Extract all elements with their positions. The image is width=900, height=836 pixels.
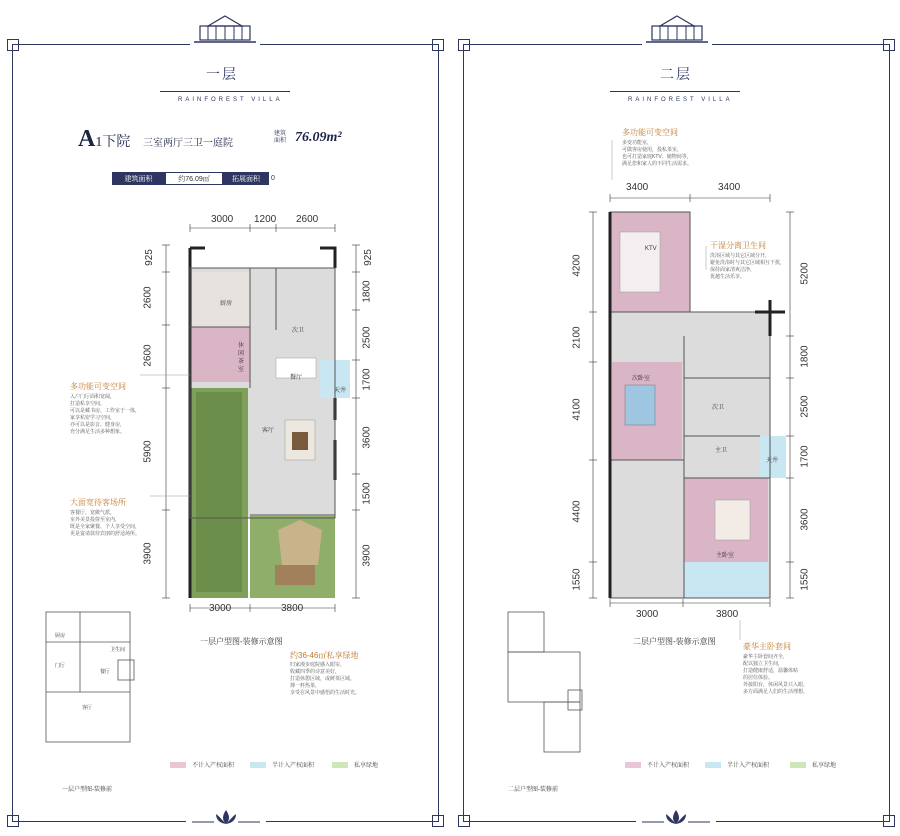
- dim-bottom-1: 3000: [209, 603, 232, 614]
- dim-bottom-2: 3800: [281, 603, 304, 614]
- note-line: 保持面家清爽洁净，: [710, 267, 756, 273]
- small-room-door: 门厅: [55, 663, 66, 669]
- note-line: 打造私享空间，: [70, 401, 106, 407]
- dim-right-4: 1700: [361, 368, 373, 391]
- small-room-dining: 餐厅: [100, 669, 111, 675]
- dim-right-4: 1700: [799, 445, 811, 468]
- note-body-bathroom: [710, 253, 785, 281]
- note-line: 可以是藏书房、工作室于一体，: [70, 408, 141, 414]
- dim-bottom-1: 3000: [636, 609, 659, 620]
- note-line: 豪华主卧套间齐全，: [743, 654, 789, 660]
- dim-left-2: 2100: [571, 326, 583, 349]
- note-line: 室外美景投射至室内，: [70, 517, 121, 523]
- dim-right-5: 3600: [799, 508, 811, 531]
- dim-left-5: 3900: [142, 542, 154, 565]
- small-room-kitchen: 厨房: [55, 633, 66, 639]
- dim-right-6: 1550: [799, 568, 811, 591]
- floor-title: 二层: [660, 68, 692, 83]
- note-line: 家享私密学习空间，: [70, 415, 116, 421]
- note-title-master-suite: 豪华主卧套间: [743, 642, 791, 651]
- note-line: 撑一杯热茶，: [290, 683, 321, 689]
- dim-top-1: 3400: [626, 182, 649, 193]
- note-line: 更是宴请款待宾朋的舒适场所。: [70, 531, 141, 537]
- dim-right-3: 2500: [799, 395, 811, 418]
- small-room-bath: 卫生间: [110, 647, 126, 653]
- legend-label: 不计入产权面积: [192, 763, 235, 769]
- room-kitchen: 厨房: [220, 301, 233, 307]
- dim-top-3: 2600: [296, 214, 319, 225]
- dim-right-7: 3900: [361, 544, 373, 567]
- note-line: 归家漫步庭院感入眼帘，: [290, 662, 346, 668]
- note-line: 享受在风景中感悟的生活时光。: [290, 690, 361, 696]
- brand-subtitle: RAINFOREST VILLA: [628, 97, 733, 103]
- floor-title: 一层: [206, 68, 238, 83]
- room-bath: 次卫: [292, 328, 305, 334]
- room-master-bath: 主卫: [715, 448, 728, 454]
- note-line: 充分满足生活多种想象。: [70, 429, 126, 435]
- legend-half-counted: [705, 760, 769, 769]
- dim-right-5: 3600: [361, 426, 373, 449]
- room-master-bedroom: 主卧室: [716, 553, 735, 559]
- room-living: 客厅: [262, 428, 275, 434]
- dim-left-5: 1550: [571, 568, 583, 591]
- table-label-extended: 拓展面积: [223, 172, 269, 185]
- room-dining: 餐厅: [290, 375, 303, 381]
- area-value: 76.09m²: [295, 130, 342, 145]
- room-second-bath: 次卫: [712, 405, 725, 411]
- legend-label: 半计入产权面积: [727, 763, 770, 769]
- legend-not-counted: [625, 760, 689, 769]
- dim-left-4: 5900: [142, 440, 154, 463]
- note-line: 入户门厅面积宽阔，: [70, 394, 116, 400]
- dim-right-2: 1800: [361, 280, 373, 303]
- note-line: 多变功能室，: [622, 140, 653, 146]
- legend-swatch: [705, 762, 721, 768]
- note-line: 客餐厅，宽敞气派，: [70, 510, 116, 516]
- dim-left-3: 4100: [571, 398, 583, 421]
- room-patio: 天井: [766, 458, 779, 464]
- dim-left-1: 4200: [571, 254, 583, 277]
- legend-label: 私享绿地: [354, 763, 379, 769]
- note-title-bathroom: 干湿分离卫生间: [710, 241, 766, 250]
- table-label-area: 建筑面积: [112, 172, 165, 185]
- room-patio: 天井: [334, 388, 347, 394]
- table-value-extended: 0: [271, 175, 275, 182]
- dim-left-1: 925: [143, 249, 155, 266]
- note-line: 打造休憩区域，或鲜茶区域，: [290, 676, 356, 682]
- dim-bottom-2: 3800: [716, 609, 739, 620]
- caption-plan-decorated: 一层户型图-装修示意图: [200, 637, 283, 646]
- legend-label: 半计入产权面积: [272, 763, 315, 769]
- dim-right-1: 925: [362, 249, 374, 266]
- note-line: 亦可以是影音、健身房，: [70, 422, 126, 428]
- dim-right-2: 1800: [799, 345, 811, 368]
- dim-top-1: 3000: [211, 214, 234, 225]
- unit-description: 三室两厅三卫一庭院: [143, 138, 233, 149]
- note-line: 避免洗浴时与其它区域相互干扰，: [710, 260, 786, 266]
- legend-swatch: [790, 762, 806, 768]
- caption-plan-original: 二层户型图-装修前: [508, 787, 558, 793]
- dim-top-2: 3400: [718, 182, 741, 193]
- dim-left-3: 2600: [142, 344, 154, 367]
- small-room-living: 客厅: [82, 705, 93, 711]
- dim-top-2: 1200: [254, 214, 277, 225]
- note-line: 外接阳台，休闲风景只入眼，: [743, 682, 809, 688]
- dim-left-2: 2600: [142, 286, 154, 309]
- brand-subtitle: RAINFOREST VILLA: [178, 97, 283, 103]
- legend-label: 私享绿地: [812, 763, 837, 769]
- note-title-multifunction: 多功能可变空间: [70, 382, 126, 391]
- legend-private-green: [790, 760, 836, 769]
- note-line: 优越生活乐享。: [710, 274, 746, 280]
- room-ktv: KTV: [645, 246, 657, 252]
- dim-left-4: 4400: [571, 500, 583, 523]
- room-study: 休闲茶室: [238, 343, 245, 373]
- note-line: 多方面满足人们的生活理想。: [743, 689, 809, 695]
- note-line: 的居住体验。: [743, 675, 774, 681]
- note-line: 打造健康舒适，温馨体贴: [743, 668, 799, 674]
- room-second-bedroom: 次卧室: [632, 376, 651, 382]
- note-body-multifunction: [622, 140, 692, 168]
- note-line: 收藏四季的诗意美好，: [290, 669, 341, 675]
- unit-sub: 1下院: [95, 135, 131, 150]
- note-title-garden: 约36-46㎡私享绿地: [290, 651, 359, 660]
- note-title-multifunction: 多功能可变空间: [622, 128, 678, 137]
- note-body-master-suite: [743, 654, 808, 696]
- note-line: 满足您和家人的不同生活需求。: [622, 161, 693, 167]
- legend-swatch: [625, 762, 641, 768]
- unit-letter: A: [78, 126, 96, 152]
- caption-plan-decorated: 二层户型图-装修示意图: [633, 637, 716, 646]
- dim-right-6: 1500: [361, 482, 373, 505]
- note-line: 也可打造家庭KTV、储物间等，: [622, 154, 692, 160]
- note-title-reception: 大面宽待客场所: [70, 498, 126, 507]
- area-label: 建筑 面积: [274, 131, 287, 144]
- legend-label: 不计入产权面积: [647, 763, 690, 769]
- dim-right-3: 2500: [361, 326, 373, 349]
- note-line: 洗浴区域与其它区域分开，: [710, 253, 771, 259]
- caption-plan-original: 一层户型图-装修前: [62, 787, 112, 793]
- note-line: 可做客房使用，投私茶室，: [622, 147, 683, 153]
- note-line: 既是全家聚餐、个人享受空间，: [70, 524, 141, 530]
- table-value-area: 约76.09㎡: [165, 172, 223, 185]
- note-line: 配以独立卫生间，: [743, 661, 784, 667]
- dim-right-1: 5200: [799, 262, 811, 285]
